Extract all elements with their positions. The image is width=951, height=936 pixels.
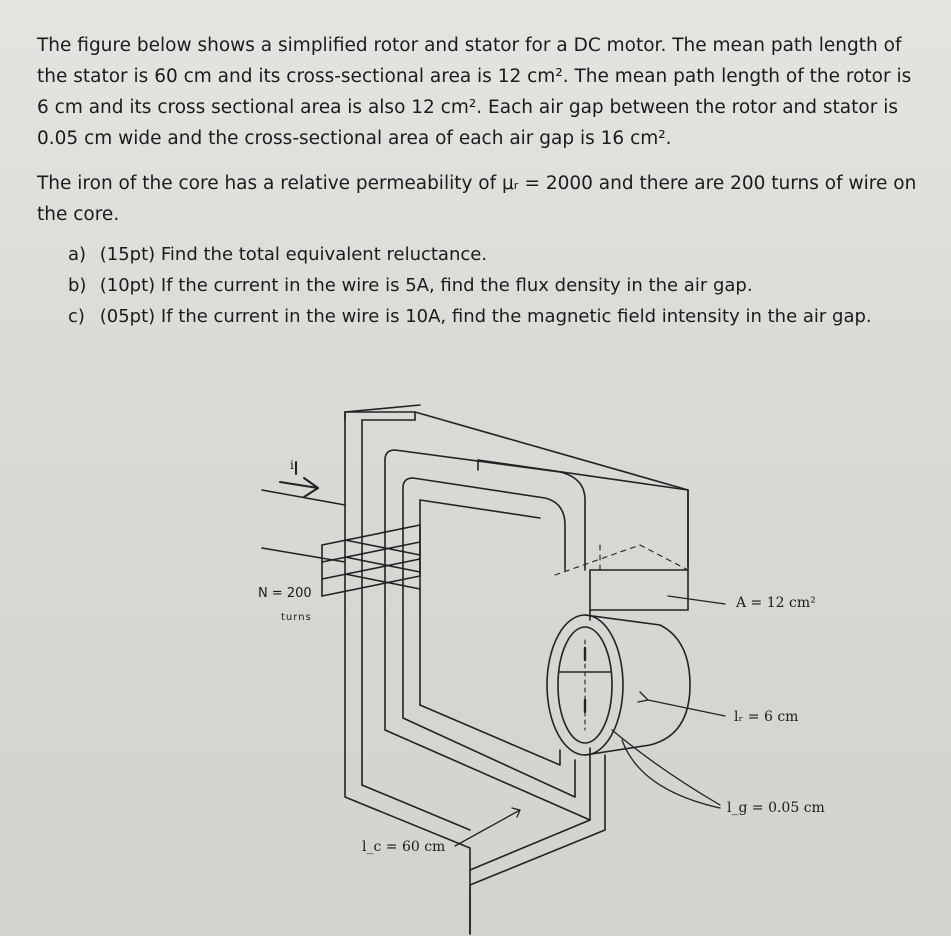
core-line: the core. [37, 204, 120, 225]
area-label: A = 12 cm² [736, 595, 816, 611]
question-label: c) [68, 306, 85, 327]
intro-line: 0.05 cm wide and the cross-sectional area of each air gap is 16 cm². [37, 128, 672, 149]
current-label: i [290, 458, 294, 472]
question-text: (05pt) If the current in the wire is 10A, find the magnetic field intensity in the air gap. [99, 306, 872, 327]
question-label: b) [68, 275, 87, 296]
question-text: (10pt) If the current in the wire is 5A, find the flux density in the air gap. [99, 275, 753, 296]
turns-label: N = 200 [258, 586, 312, 601]
coil-winding [262, 462, 420, 596]
core-line: The iron of the core has a relative permeability of μᵣ = 2000 and there are 200 turns of wire on [37, 173, 917, 194]
turns-unit-label: turns [281, 612, 312, 623]
rotor [547, 615, 690, 755]
intro-line: 6 cm and its cross sectional area is also 12 cm². Each air gap between the rotor and stator is [37, 97, 898, 118]
gap-length-label: l_g = 0.05 cm [727, 800, 825, 816]
question-text: (15pt) Find the total equivalent reluctance. [99, 244, 488, 265]
rotor-length-label: lᵣ = 6 cm [734, 709, 799, 725]
question-label: a) [68, 244, 87, 265]
intro-line: The figure below shows a simplified rotor and stator for a DC motor. The mean path length of [37, 35, 902, 56]
core-length-label: l_c = 60 cm [362, 839, 446, 855]
intro-line: the stator is 60 cm and its cross-sectional area is 12 cm². The mean path length of the rotor is [37, 66, 912, 87]
